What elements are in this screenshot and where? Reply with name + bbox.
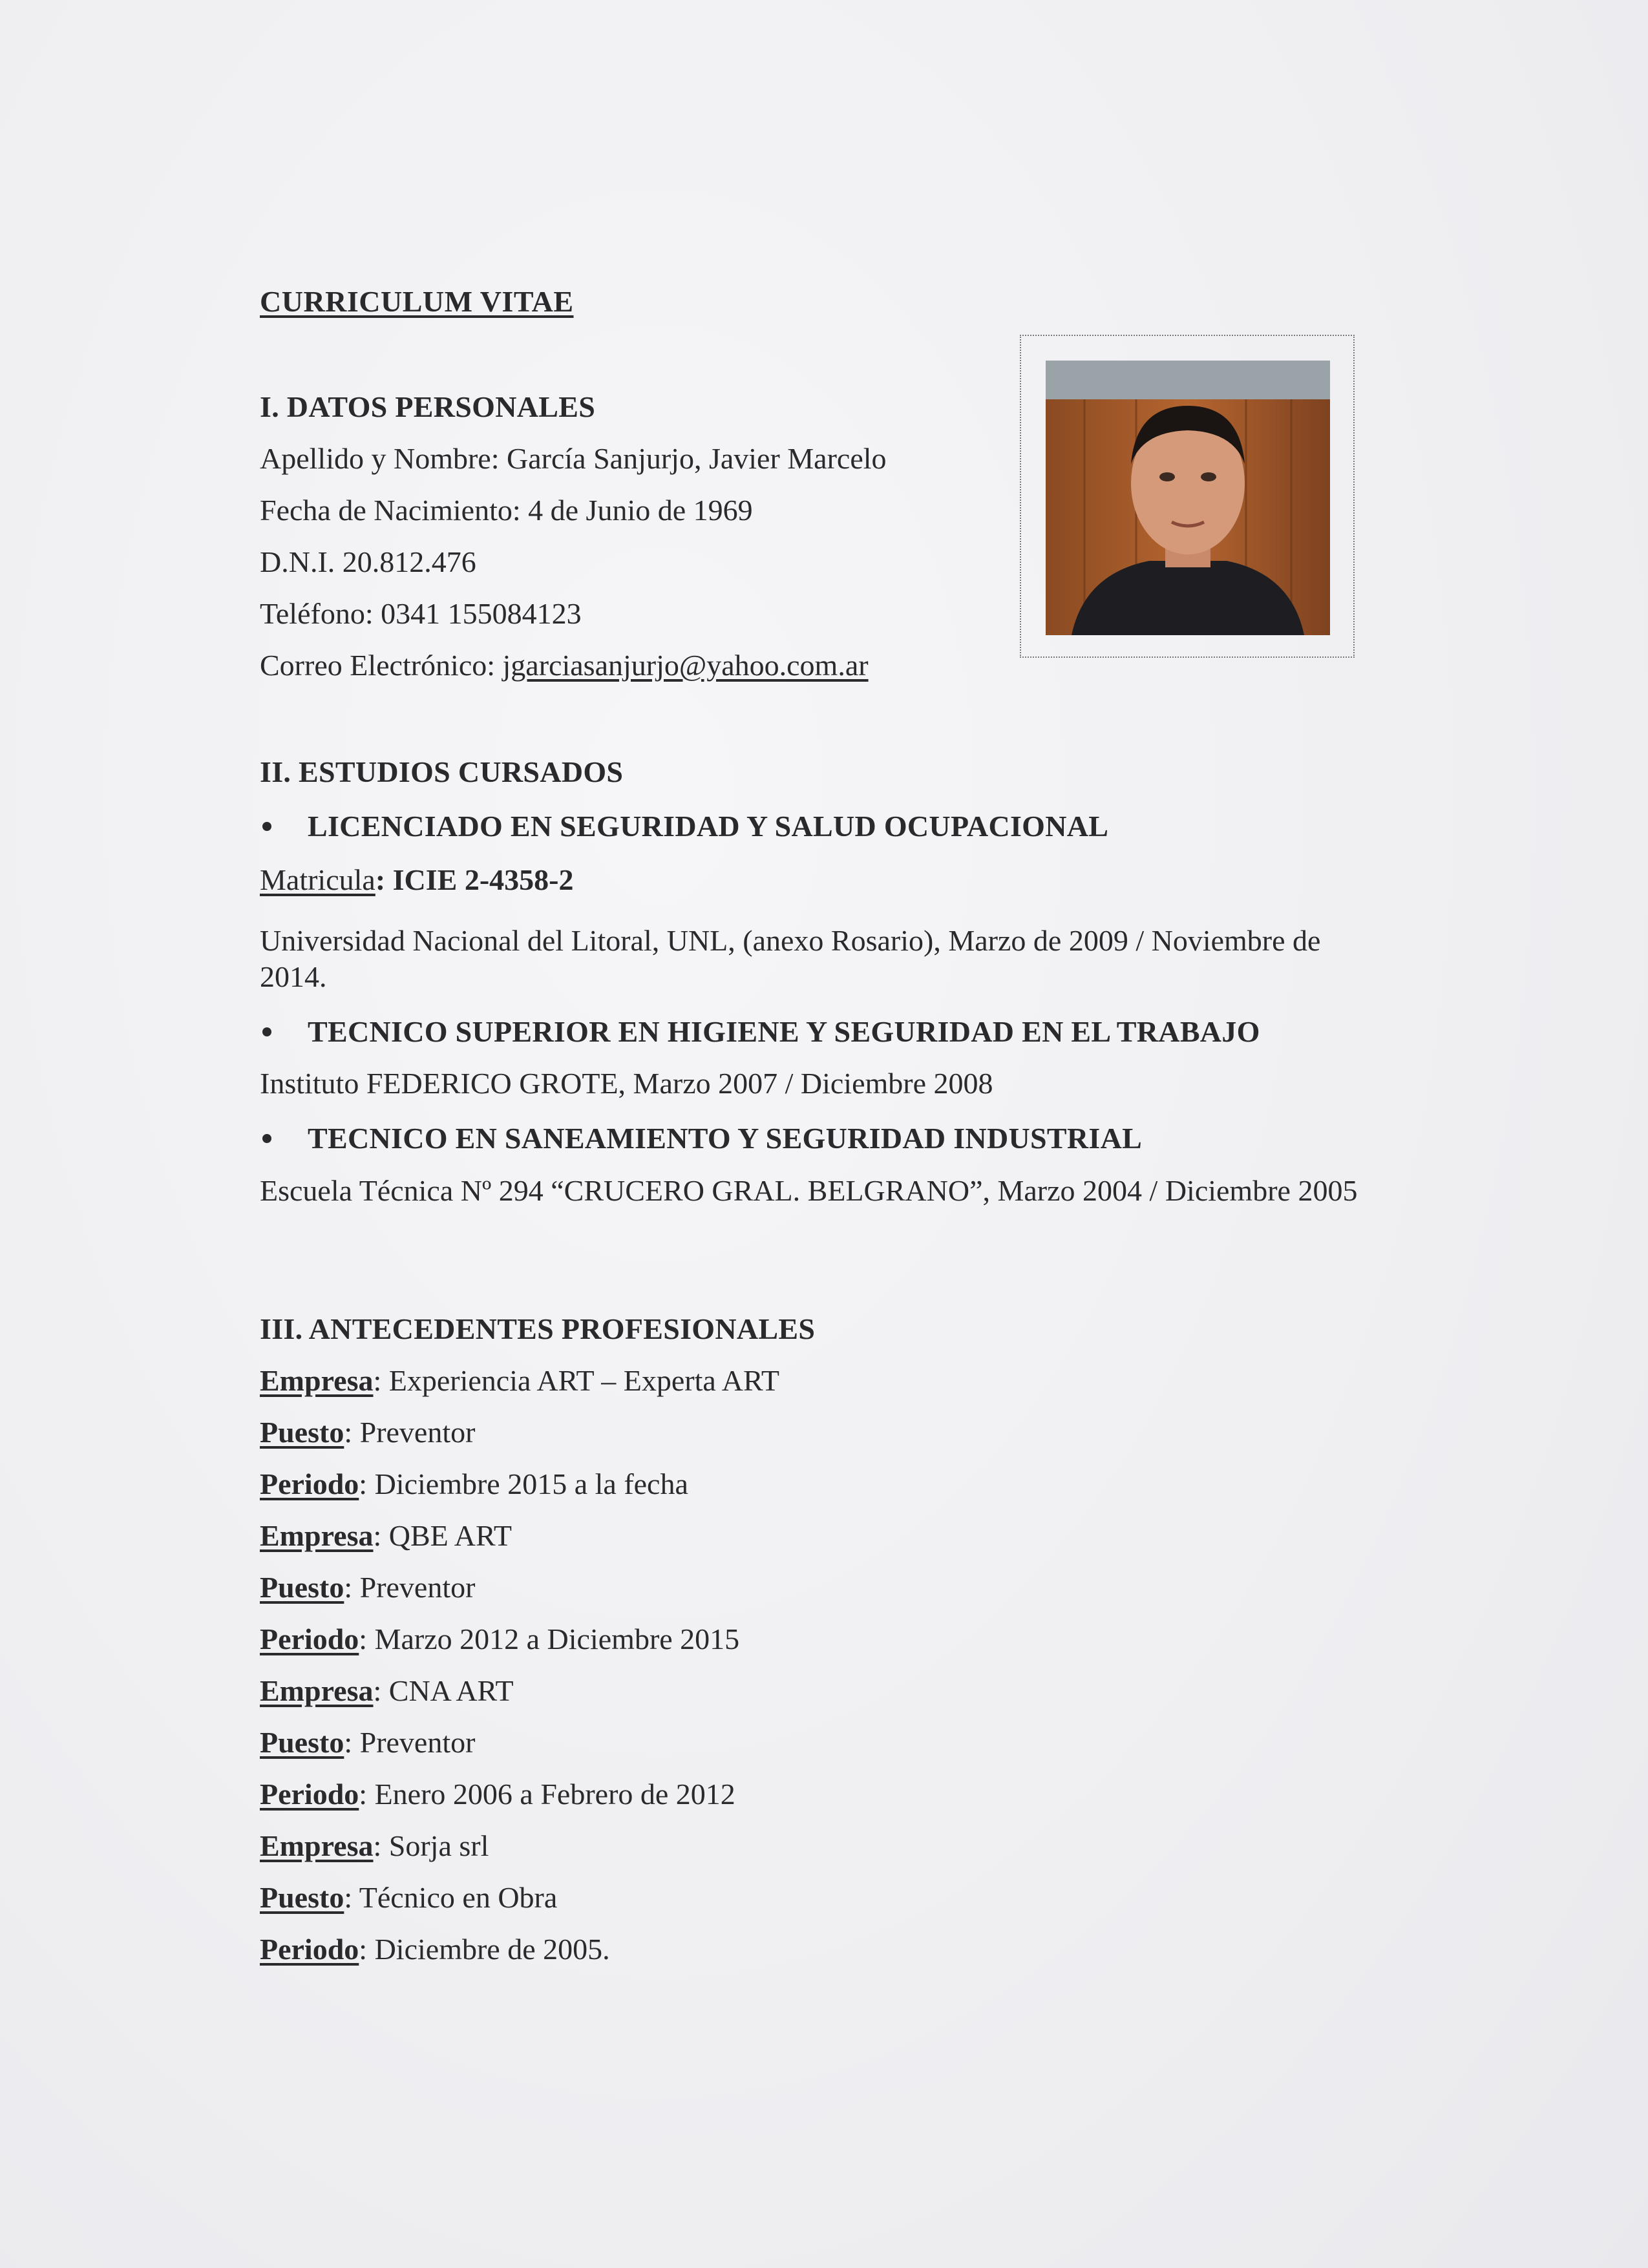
study-item-3 <box>260 1121 1142 1155</box>
bullet-icon <box>262 822 271 831</box>
position-value: : Técnico en Obra <box>344 1881 558 1914</box>
email-link[interactable]: jgarciasanjurjo@yahoo.com.ar <box>502 649 869 682</box>
company-value: : QBE ART <box>373 1519 512 1552</box>
section-heading-studies: II. ESTUDIOS CURSADOS <box>260 755 624 788</box>
section-heading-experience: III. ANTECEDENTES PROFESIONALES <box>260 1312 816 1345</box>
study-title: TECNICO EN SANEAMIENTO Y SEGURIDAD INDUSTRIAL <box>308 1122 1143 1155</box>
position-label: Puesto <box>260 1881 344 1914</box>
company-label: Empresa <box>260 1829 374 1862</box>
company-value: : Experiencia ART – Experta ART <box>373 1364 780 1397</box>
job-company <box>260 1518 512 1553</box>
position-label: Puesto <box>260 1571 344 1604</box>
job-company <box>260 1363 779 1398</box>
job-company <box>260 1674 514 1708</box>
personal-birth: Fecha de Nacimiento: 4 de Junio de 1969 <box>260 494 753 527</box>
section-heading-personal: I. DATOS PERSONALES <box>260 390 596 423</box>
matricula-value: : ICIE 2-4358-2 <box>375 863 574 896</box>
position-label: Puesto <box>260 1416 344 1449</box>
study-title: LICENCIADO EN SEGURIDAD Y SALUD OCUPACIONAL <box>308 810 1109 843</box>
company-label: Empresa <box>260 1364 374 1397</box>
job-period <box>260 1777 735 1811</box>
job-position <box>260 1415 475 1449</box>
company-label: Empresa <box>260 1674 374 1707</box>
job-position <box>260 1725 475 1759</box>
period-label: Periodo <box>260 1622 359 1655</box>
job-period <box>260 1622 739 1656</box>
study-matricula <box>260 863 573 897</box>
study-item-1 <box>260 809 1108 843</box>
period-label: Periodo <box>260 1778 359 1811</box>
study-detail: Escuela Técnica Nº 294 “CRUCERO GRAL. BELGRANO”, Marzo 2004 / Diciembre 2005 <box>260 1174 1358 1207</box>
study-detail: Instituto FEDERICO GROTE, Marzo 2007 / Diciembre 2008 <box>260 1067 993 1100</box>
position-label: Puesto <box>260 1726 344 1759</box>
study-item-2 <box>260 1014 1260 1049</box>
email-label: Correo Electrónico: <box>260 649 503 682</box>
job-position <box>260 1880 557 1915</box>
period-value: : Enero 2006 a Febrero de 2012 <box>359 1778 735 1811</box>
document-title: CURRICULUM VITAE <box>260 285 574 318</box>
position-value: : Preventor <box>344 1571 476 1604</box>
personal-email-row <box>260 648 869 682</box>
position-value: : Preventor <box>344 1416 476 1449</box>
period-value: : Diciembre de 2005. <box>359 1933 610 1966</box>
bullet-icon <box>262 1134 271 1143</box>
job-period <box>260 1932 610 1966</box>
person-photo-icon <box>1046 361 1330 635</box>
period-value: : Marzo 2012 a Diciembre 2015 <box>359 1622 740 1655</box>
period-label: Periodo <box>260 1933 359 1966</box>
company-value: : Sorja srl <box>373 1829 489 1862</box>
personal-name: Apellido y Nombre: García Sanjurjo, Javier Marcelo <box>260 442 887 475</box>
period-label: Periodo <box>260 1467 359 1500</box>
bullet-icon <box>262 1027 271 1036</box>
job-company <box>260 1829 489 1863</box>
job-period <box>260 1467 688 1501</box>
position-value: : Preventor <box>344 1726 476 1759</box>
company-value: : CNA ART <box>373 1674 514 1707</box>
study-detail: Universidad Nacional del Litoral, UNL, (anexo Rosario), Marzo de 2009 / Noviembre de 2014. <box>260 924 1321 993</box>
job-position <box>260 1570 475 1604</box>
company-label: Empresa <box>260 1519 374 1552</box>
personal-dni: D.N.I. 20.812.476 <box>260 545 476 578</box>
study-title: TECNICO SUPERIOR EN HIGIENE Y SEGURIDAD EN EL TRABAJO <box>308 1015 1260 1048</box>
matricula-label: Matricula <box>260 863 375 896</box>
period-value: : Diciembre 2015 a la fecha <box>359 1467 688 1500</box>
photo-frame <box>1020 335 1355 658</box>
personal-phone: Teléfono: 0341 155084123 <box>260 597 582 630</box>
